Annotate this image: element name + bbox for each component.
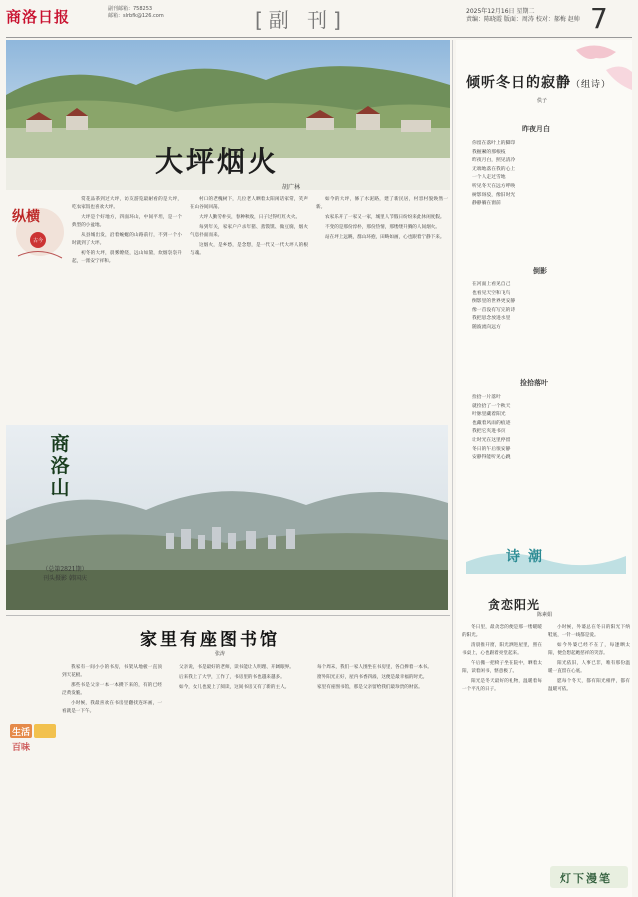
header-date (466, 8, 580, 24)
article3-column-2 (170, 664, 300, 889)
poem-line: 让时光在这里停留 (472, 437, 511, 443)
poem-line: 我把它夹进书页 (472, 429, 506, 435)
paragraph: 如今的大坪，修了水泥路，建了新民居，村容村貌焕然一新。 (316, 197, 448, 210)
paragraph: 农家乐开了一家又一家，城里人节假日纷纷来此休闲度假。 (325, 215, 445, 220)
paragraph: 每到年关，家家户户杀年猪、蒸馍馍、做豆腐，烟火气息扑面而来。 (190, 225, 308, 238)
prose-author: 陈素娟 (537, 612, 553, 618)
paragraph: 父亲说，书是最好的老师，读书能让人明理、开阔眼界。 (179, 665, 294, 670)
badge-line2: 百味 (12, 743, 31, 753)
poem-title-main: 倾听冬日的寂静 (466, 75, 571, 91)
poem-line: 安静得能听见心跳 (472, 455, 511, 461)
article3-column-3 (308, 664, 448, 889)
poem-line: 在河面上看见自己 (472, 282, 511, 287)
poem-line: 我握紧的那根枝 (472, 149, 506, 155)
prose-badge-text: 灯下漫笔 (560, 872, 612, 885)
article-byline: 胡广林 (282, 184, 301, 191)
poem-section-lines (472, 394, 622, 463)
article3-column-1 (62, 664, 162, 889)
paragraph: 后来我上了大学，工作了，书房里的书也越来越多。 (179, 675, 285, 680)
poem-line: 也藏着风雨的痕迹 (472, 420, 511, 426)
column-sub-text: 古今 (32, 238, 43, 244)
paragraph: 如今，女儿也爱上了阅读，这间书房又有了新的主人。 (179, 685, 290, 690)
photo-issue: （总第2821期） (42, 566, 88, 573)
article3-headline: 家里有座图书馆 (140, 630, 280, 650)
paragraph: 大坪是个好地方，四面环山，中间平坦，是一个典型的小盆地。 (72, 215, 182, 228)
prose-badge (550, 862, 628, 890)
paragraph: 每个周末，我们一家人围坐在书房里，各自捧着一本书。 (317, 665, 432, 670)
poem-line: 无端地落在我的心上 (472, 166, 516, 172)
paragraph: 初冬的大坪，晨雾缭绕，远山如黛，炊烟袅袅升起，一派安宁祥和。 (72, 251, 182, 264)
paragraph: 清晨推开窗，阳光洒进屋里，照在书桌上，心也跟着亮堂起来。 (462, 643, 542, 656)
poem-line: 像一首没有写完的诗 (472, 307, 516, 313)
poem-section-title: 昨夜月白 (522, 124, 550, 133)
poem-section-title: 倒影 (533, 266, 547, 275)
column-divider (452, 40, 453, 897)
meta-line2: 邮箱：slrbfk@126.com (108, 13, 164, 19)
paragraph: 小时候，外婆总在冬日的阳光下纳鞋底，一针一线都是爱。 (548, 625, 630, 638)
paragraph: 我家有一间小小的书房，书架从地板一直顶到天花板。 (62, 665, 162, 678)
poem-section-lines (472, 281, 622, 333)
editors-line: 责编：陈晓霞 版面：周涛 校对：郝梅 赵帅 (466, 16, 580, 23)
article3-byline: 张涛 (215, 651, 226, 657)
poem-line: 叶脉里藏着阳光 (472, 412, 506, 418)
article1-column-2 (190, 196, 308, 424)
meta-line1: 副刊邮箱：758253 (108, 6, 153, 12)
poetry-badge (466, 542, 626, 574)
paragraph: 村口的老槐树下，几位老人晒着太阳闲话家常，笑声在山谷间回荡。 (190, 197, 308, 210)
page-header (0, 0, 638, 40)
poem-author: 佚子 (537, 98, 548, 104)
page-number: 7 (590, 2, 608, 35)
poem-line: 静静躺在窗前 (472, 201, 501, 207)
paragraph: 小时候，我最喜欢在书房里翻找连环画，一看就是一下午。 (62, 701, 162, 714)
poem-line: 一个人走过雪地 (472, 175, 506, 181)
photo-caption (40, 565, 90, 583)
paragraph: 大坪人勤劳朴实，春种秋收，日子过得红红火火。 (199, 215, 301, 220)
paragraph: 站在坪上远眺，群山环抱，田畴如画，心也跟着宁静下来。 (325, 235, 445, 240)
poem-section-title: 捡拾落叶 (520, 378, 548, 387)
header-meta (108, 6, 164, 20)
poem-title (466, 72, 611, 92)
newspaper-logo: 商洛日报 (6, 8, 71, 26)
poem-line: 听见冬天在远方呼唤 (472, 183, 516, 189)
prose-title: 贪恋阳光 (488, 598, 541, 612)
paragraph: 这烟火，是乡愁，是念想，是一代又一代大坪人的根与魂。 (190, 243, 308, 256)
column-sub (30, 232, 46, 248)
header-rule (6, 37, 632, 38)
paragraph: 那些书是父亲一本一本攒下来的，有的已经泛黄发脆。 (62, 683, 162, 696)
poem-line: 昨夜月白，照见清冷 (472, 158, 516, 164)
life-badge (8, 720, 58, 756)
paragraph: 如今外婆已经不在了，每逢晒太阳，便会想起她慈祥的笑容。 (548, 643, 630, 656)
poem-line: 你留在落叶上的脚印 (472, 141, 516, 146)
poem-title-suffix: （组诗） (571, 80, 612, 90)
poetry-badge-text: 诗潮 (506, 549, 550, 565)
issue-date: 2025年12月16日 星期二 (466, 8, 535, 15)
paragraph: 家里有座图书馆，那是父亲留给我们最珍贵的财富。 (317, 685, 423, 690)
poem-line: 捡拾一片落叶 (472, 395, 501, 400)
photo-title: 商洛山 (50, 433, 70, 499)
paragraph: 不变的是那份淳朴，那份热情，那缕缕升腾的人间烟火。 (325, 225, 440, 230)
column-name: 纵横 (12, 209, 40, 225)
paragraph: 午后搬一把椅子坐在院中，晒着太阳，读着闲书，惬意极了。 (462, 661, 542, 674)
paragraph: 愿每个冬天，都有阳光相伴，都有温暖可依。 (548, 679, 630, 692)
poem-line: 冬日的午后很安静 (472, 446, 511, 452)
paragraph: 窗外阳光正好，屋内书香四溢，这便是最幸福的时光。 (317, 675, 428, 680)
article1-column-3 (316, 196, 448, 424)
poem-line: 我把思念放进水里 (472, 316, 511, 322)
poem-line: 倒影里的世界更安静 (472, 299, 516, 305)
poem-line: 就捡拾了一个秋天 (472, 403, 511, 409)
paragraph: 从县城出发，沿着蜿蜒的山路前行，不到一个小时就到了大坪。 (72, 233, 182, 246)
paragraph: 赏花品茶到过大坪，访友游览最耐看的是大坪，吃农家饭也喜欢大坪。 (72, 197, 182, 210)
badge-line1: 生活 (12, 728, 31, 738)
poem-line: 随波流向远方 (472, 324, 501, 330)
paragraph: 冬日里，最贪恋的便是那一缕暖暖的阳光。 (462, 625, 542, 638)
poem-line: 树影斑驳，像旧时光 (472, 192, 516, 198)
poem-section-lines (472, 140, 622, 209)
section-title: [副 刊] (255, 8, 347, 32)
poem-line: 也看见天空和飞鸟 (472, 290, 511, 296)
prose-column-1 (462, 624, 542, 894)
paragraph: 阳光是冬天最好的礼物，温暖着每一个平凡的日子。 (462, 679, 542, 692)
article1-column-1 (72, 196, 182, 424)
prose-column-2 (548, 624, 630, 860)
article-headline: 大坪烟火 (155, 145, 280, 178)
section-divider (6, 615, 450, 616)
paragraph: 阳光依旧，人事已非，唯有那份温暖一直留在心底。 (548, 661, 630, 674)
photo-credit: 刊头摄影 韩国庆 (43, 575, 87, 582)
